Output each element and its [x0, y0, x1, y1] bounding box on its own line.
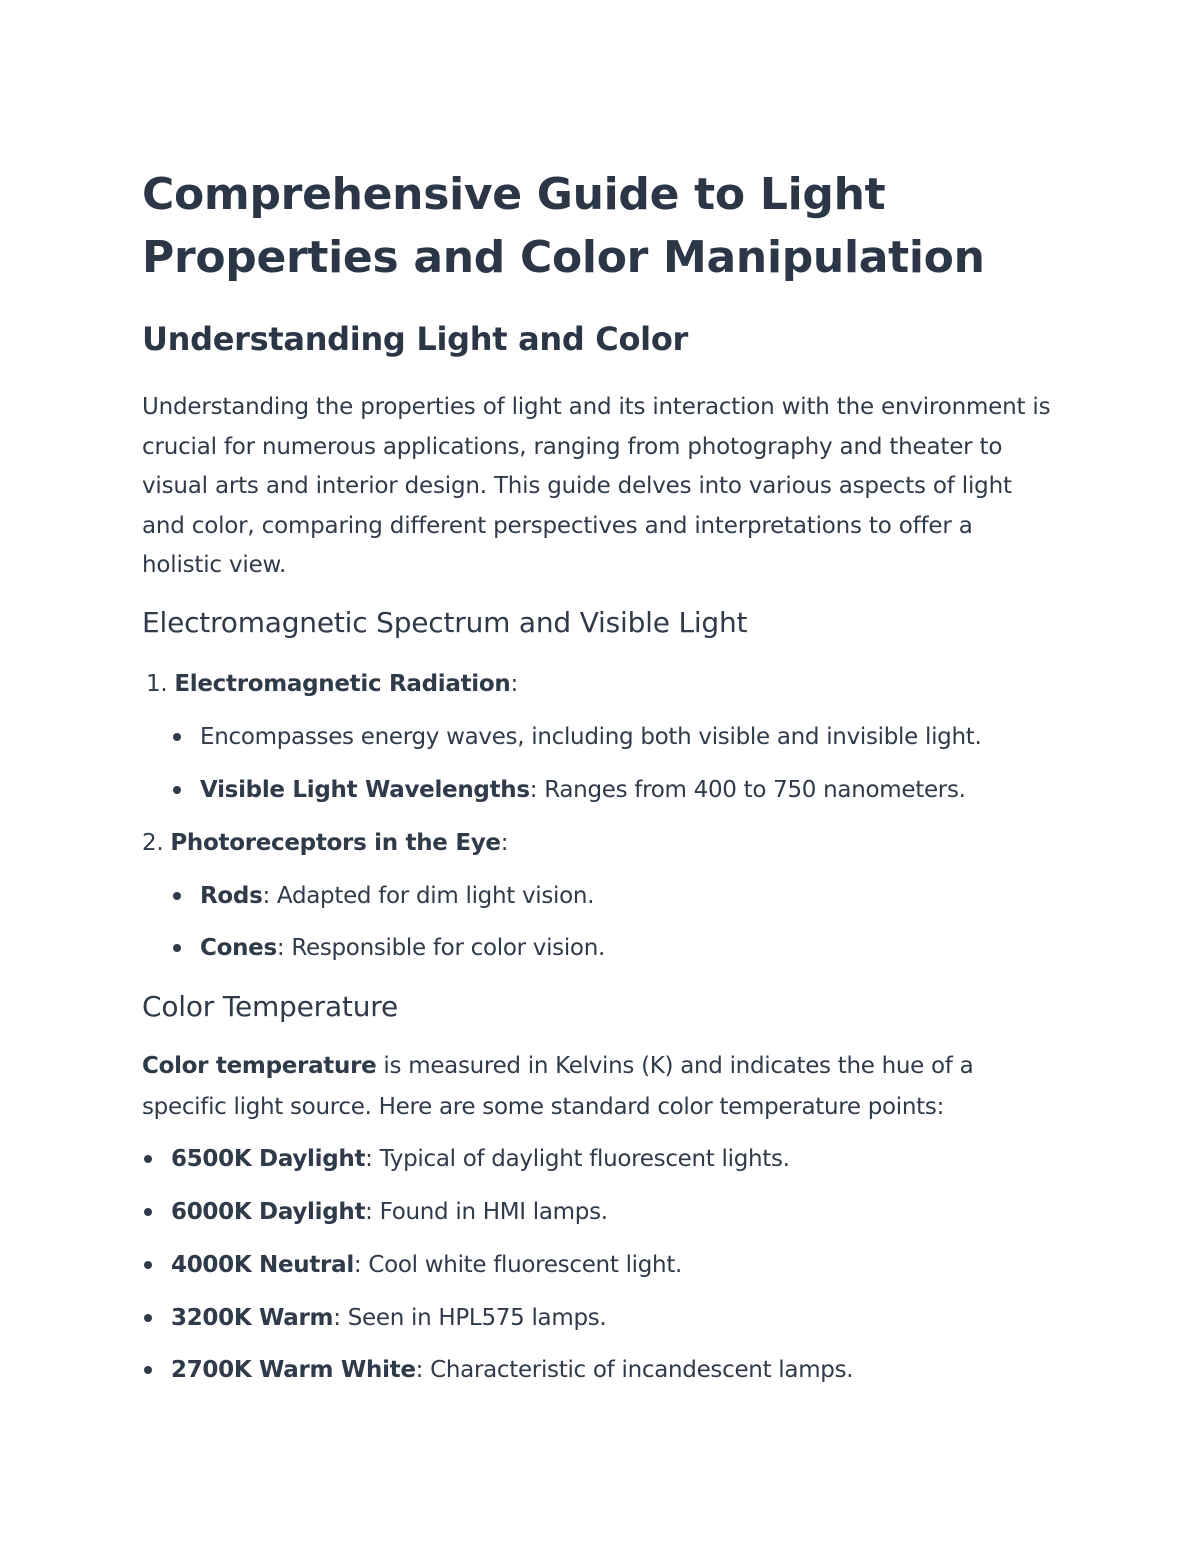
list-item: [171, 1248, 682, 1282]
bullet-text: : Adapted for dim light vision.: [262, 883, 595, 909]
list-item: [200, 773, 966, 807]
bullet-icon: [173, 786, 181, 794]
item-suffix: :: [500, 830, 509, 856]
list-item: [200, 931, 605, 965]
intro-bold: Color temperature: [142, 1053, 377, 1079]
bullet-icon: [144, 1366, 152, 1374]
point-label: 3200K Warm: [171, 1305, 334, 1331]
bullet-icon: [144, 1314, 152, 1322]
point-text: : Found in HMI lamps.: [365, 1199, 608, 1225]
bullet-icon: [173, 733, 181, 741]
item-number: 2.: [142, 830, 164, 856]
bullet-text: Encompasses energy waves, including both visible and invisible light.: [200, 724, 982, 750]
point-text: : Typical of daylight fluorescent lights.: [365, 1146, 790, 1172]
point-label: 6000K Daylight: [171, 1199, 366, 1225]
color-temperature-heading: Color Temperature: [142, 990, 398, 1023]
point-text: : Characteristic of incandescent lamps.: [415, 1357, 854, 1383]
color-temperature-intro: [142, 1046, 1052, 1128]
list-item: [171, 1353, 853, 1387]
item-label: Photoreceptors in the Eye: [170, 830, 501, 856]
bullet-icon: [144, 1261, 152, 1269]
bullet-icon: [144, 1155, 152, 1163]
bullet-icon: [173, 892, 181, 900]
bullet-icon: [173, 944, 181, 952]
point-label: 4000K Neutral: [171, 1252, 354, 1278]
point-text: : Seen in HPL575 lamps.: [333, 1305, 607, 1331]
list-item: [200, 720, 981, 754]
bullet-label: Visible Light Wavelengths: [200, 777, 530, 803]
intro-paragraph: Understanding the properties of light and its interaction with the environment is crucial for numerous applications, ranging from photography and theater to visual arts and interior design. This guide delves into various aspects of light and color, comparing different perspectives and interpretations to offer a holistic view.: [142, 394, 1051, 578]
item-suffix: :: [510, 671, 518, 697]
item-number: 1.: [146, 671, 168, 697]
item-label: Electromagnetic Radiation: [174, 671, 511, 697]
section-heading: Understanding Light and Color: [142, 320, 688, 358]
list-item: [171, 1301, 606, 1335]
bullet-label: Rods: [200, 883, 263, 909]
intro-rest: is measured in Kelvins (K) and indicates the hue of a specific light source. Here are some standard color temperature points:: [142, 1053, 974, 1120]
spectrum-heading: Electromagnetic Spectrum and Visible Light: [142, 606, 748, 639]
point-text: : Cool white fluorescent light.: [353, 1252, 683, 1278]
bullet-text: : Ranges from 400 to 750 nanometers.: [529, 777, 966, 803]
bullet-text: : Responsible for color vision.: [276, 935, 605, 961]
point-label: 2700K Warm White: [171, 1357, 416, 1383]
bullet-label: Cones: [200, 935, 277, 961]
bullet-icon: [144, 1208, 152, 1216]
page-title: Comprehensive Guide to Light Properties and Color Manipulation: [142, 169, 985, 283]
list-item: [171, 1142, 790, 1176]
point-label: 6500K Daylight: [171, 1146, 366, 1172]
list-item: [200, 879, 594, 913]
list-item: [171, 1195, 608, 1229]
